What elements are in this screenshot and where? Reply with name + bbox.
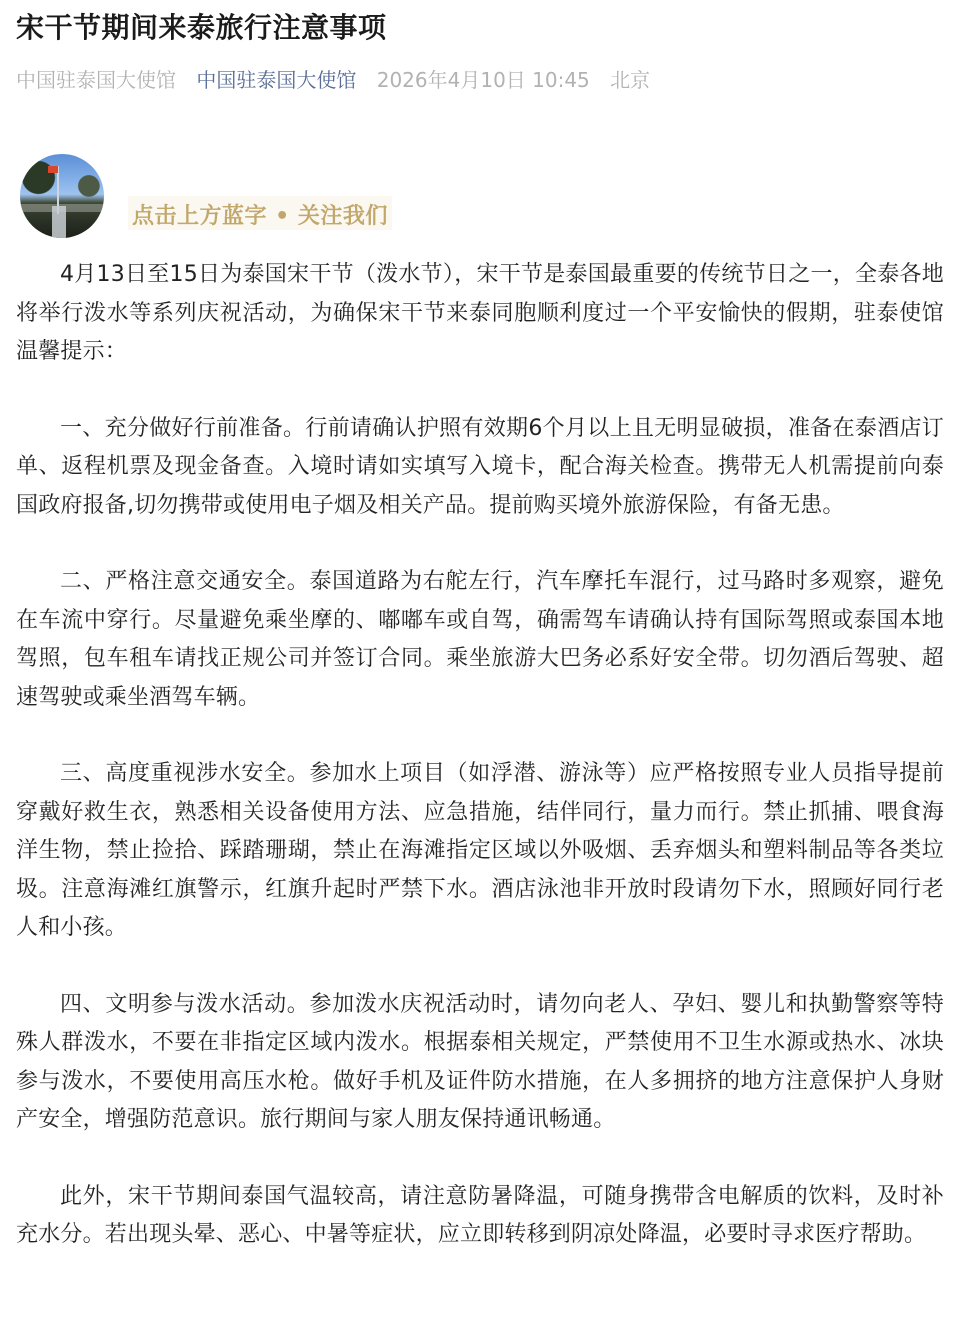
- author-name: 中国驻泰国大使馆: [16, 68, 176, 92]
- follow-block: [20, 154, 420, 236]
- paragraph-water-festival-etiquette: 四、文明参与泼水活动。参加泼水庆祝活动时，请勿向老人、孕妇、婴儿和执勤警察等特殊人群泼水，不要在非指定区域内泼水。根据泰相关规定，严禁使用不卫生水源或热水、冰块参与泼水，不要使用高压水枪。做好手机及证件防水措施，在人多拥挤的地方注意保护人身财产安全，增强防范意识。旅行期间与家人朋友保持通讯畅通。: [16, 991, 944, 1132]
- paragraph-traffic-safety: 二、严格注意交通安全。泰国道路为右舵左行，汽车摩托车混行，过马路时多观察，避免在车流中穿行。尽量避免乘坐摩的、嘟嘟车或自驾，确需驾车请确认持有国际驾照或泰国本地驾照，包车租车请找正规公司并签订合同。乘坐旅游大巴务必系好安全带。切勿酒后驾驶、超速驾驶或乘坐酒驾车辆。: [16, 569, 944, 710]
- paragraph-heat-advice: 此外，宋干节期间泰国气温较高，请注意防暑降温，可随身携带含电解质的饮料，及时补充水分。若出现头晕、恶心、中暑等症状，应立即转移到阴凉处降温，必要时寻求医疗帮助。: [16, 1183, 944, 1247]
- article-body: [16, 256, 944, 1293]
- avatar-monument: [52, 206, 66, 238]
- article-meta: [16, 64, 664, 93]
- paragraph-water-safety: 三、高度重视涉水安全。参加水上项目（如浮潜、游泳等）应严格按照专业人员指导提前穿戴好救生衣，熟悉相关设备使用方法、应急措施，结伴同行，量力而行。禁止抓捕、喂食海洋生物，禁止捡拾、踩踏珊瑚，禁止在海滩指定区域以外吸烟、丢弃烟头和塑料制品等各类垃圾。注意海滩红旗警示，红旗升起时严禁下水。酒店泳池非开放时段请勿下水，照顾好同行老人和小孩。: [16, 761, 944, 940]
- account-name-link[interactable]: 中国驻泰国大使馆: [196, 68, 357, 92]
- publish-datetime: 2026年4月10日 10:45: [376, 68, 590, 92]
- follow-us-banner[interactable]: 点击上方蓝字 • 关注我们: [128, 196, 392, 230]
- paragraph-intro: 4月13日至15日为泰国宋干节（泼水节），宋干节是泰国最重要的传统节日之一，全泰各地将举行泼水等系列庆祝活动，为确保宋干节来泰同胞顺利度过一个平安愉快的假期，驻泰使馆温馨提示：: [16, 262, 944, 364]
- publish-location: 北京: [610, 68, 651, 92]
- paragraph-travel-preparation: 一、充分做好行前准备。行前请确认护照有效期6个月以上且无明显破损，准备在泰酒店订单、返程机票及现金备查。入境时请如实填写入境卡，配合海关检查。携带无人机需提前向泰国政府报备,切勿携带或使用电子烟及相关产品。提前购买境外旅游保险，有备无患。: [16, 415, 944, 518]
- article-title: 宋干节期间来泰旅行注意事项: [16, 11, 387, 44]
- flag-icon: [48, 166, 58, 173]
- account-avatar[interactable]: [20, 154, 104, 238]
